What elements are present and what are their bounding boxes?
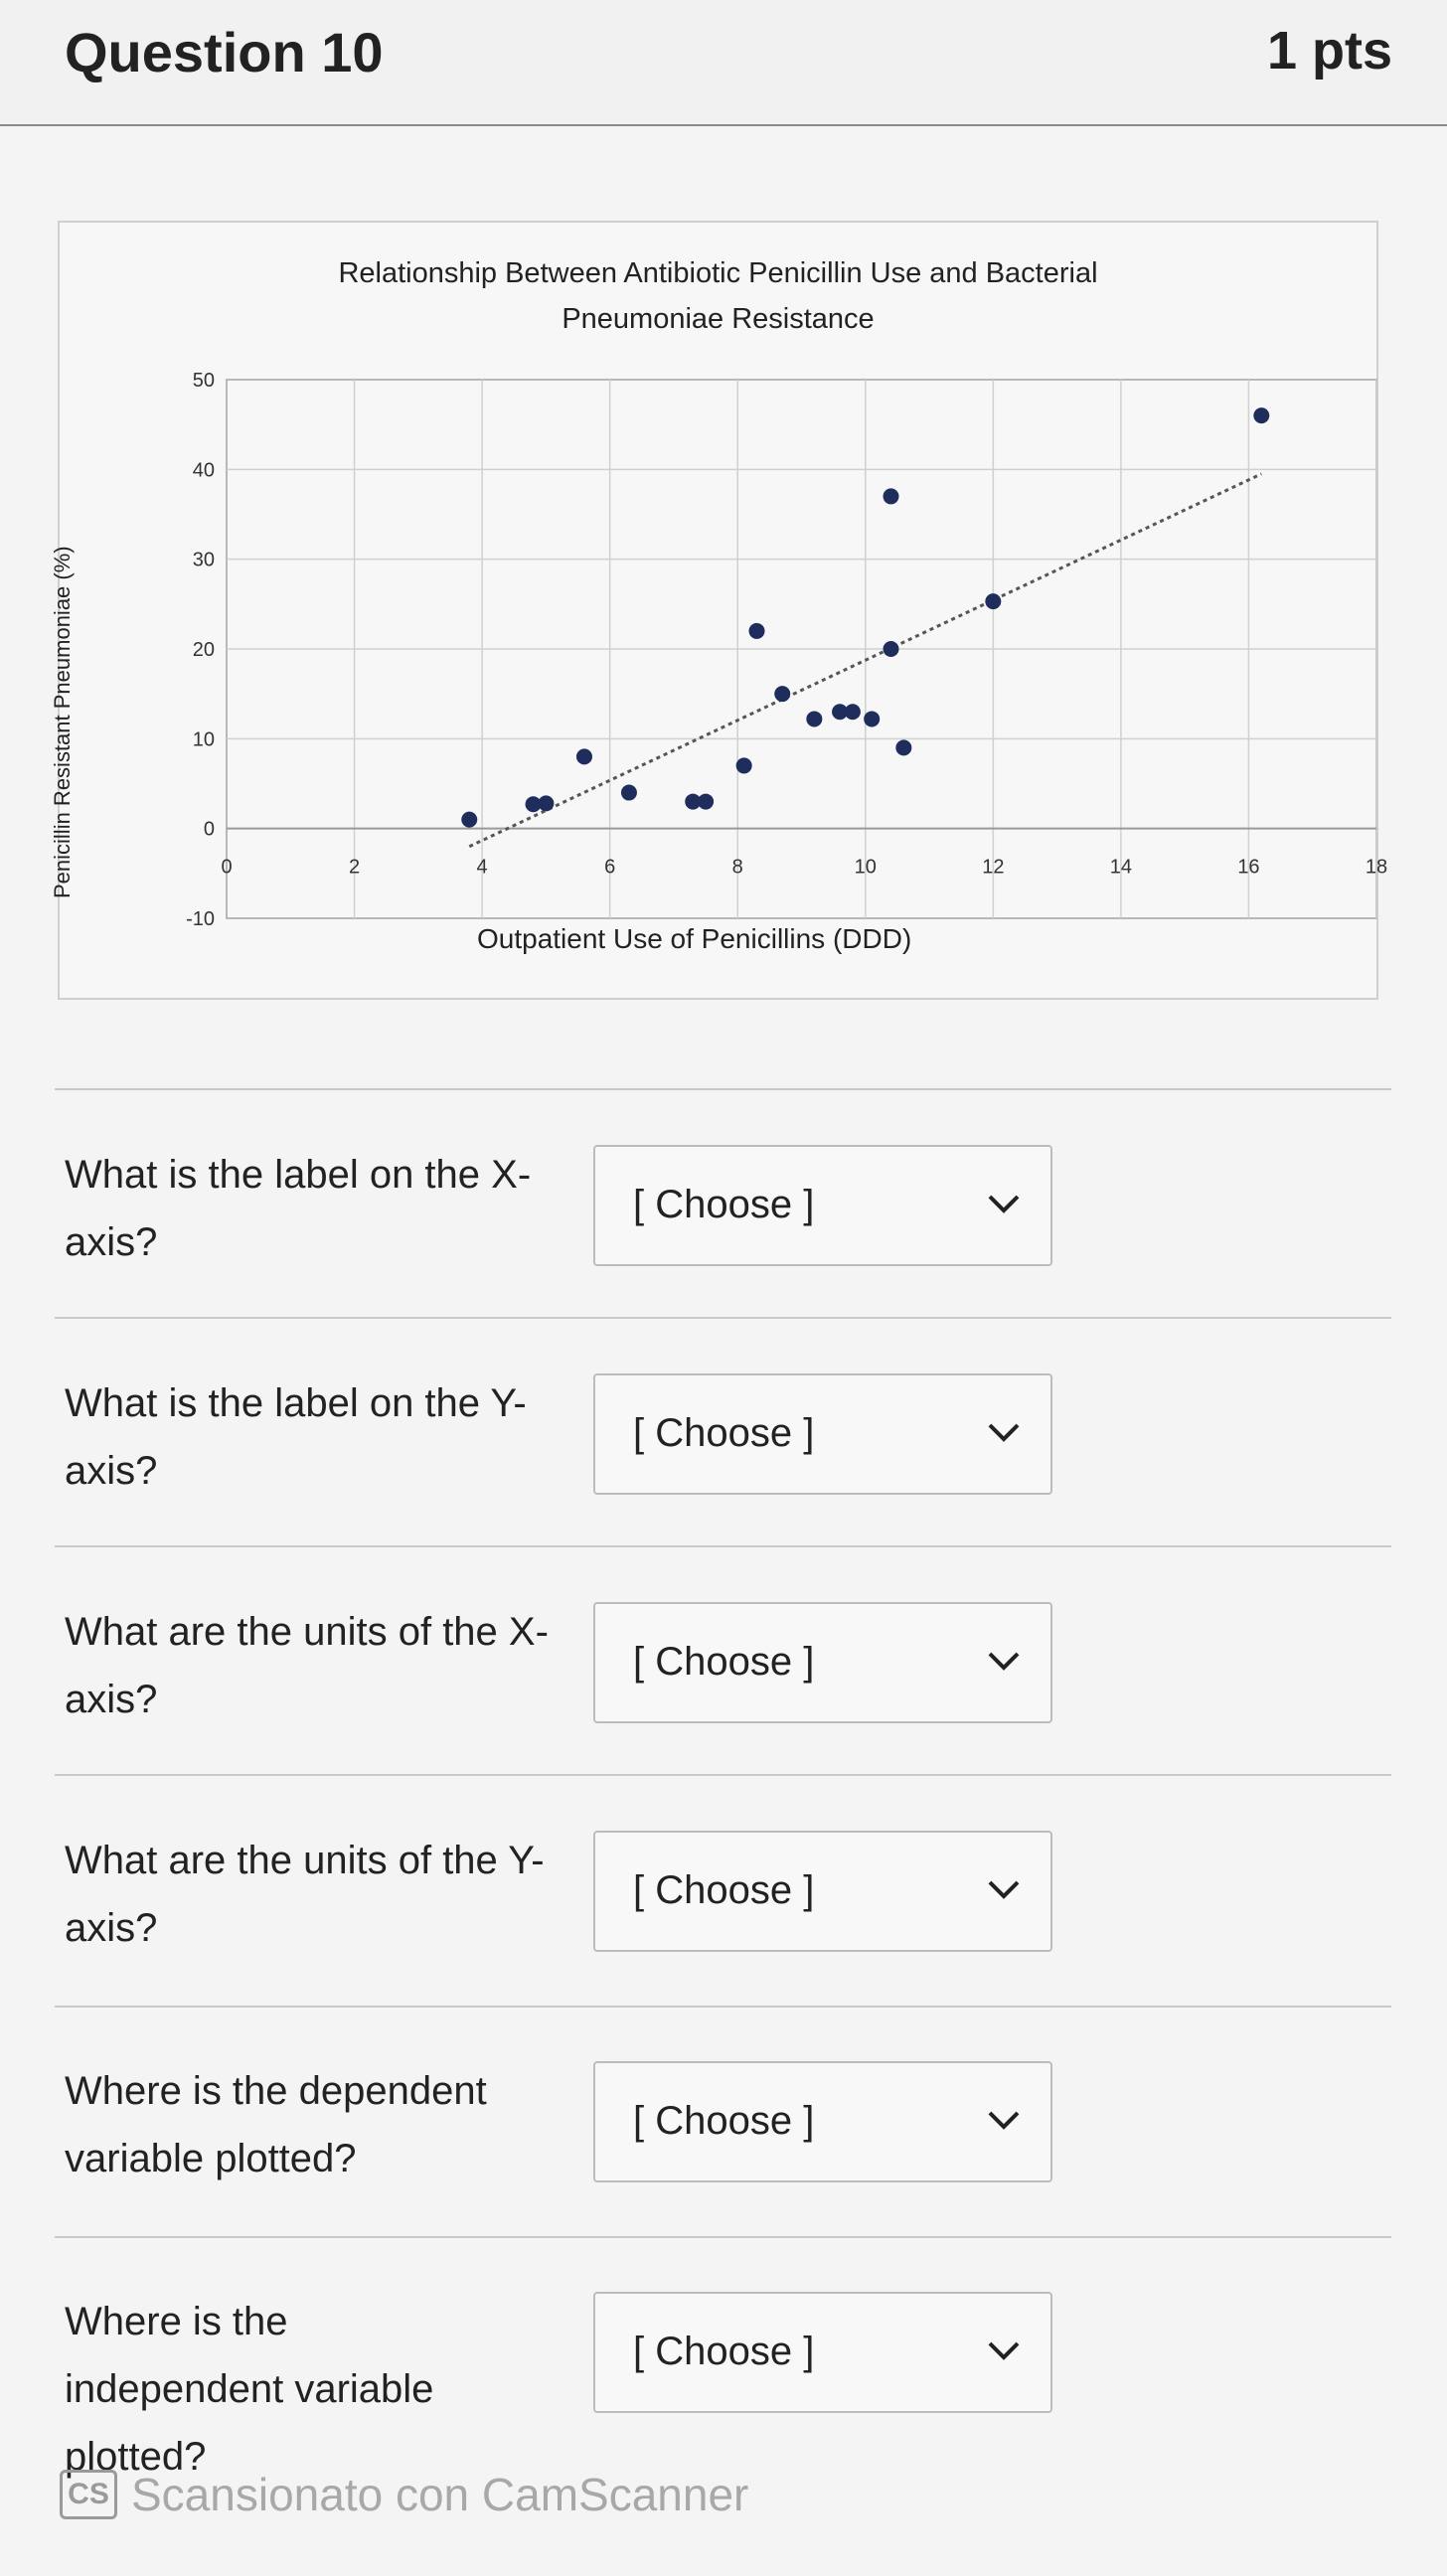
scanner-watermark xyxy=(60,2465,748,2524)
dropdown-value: [ Choose ] xyxy=(633,1183,815,1226)
x-tick-label: 12 xyxy=(982,856,1005,879)
question-row-y-label xyxy=(65,1369,1058,1519)
x-tick-label: 8 xyxy=(731,856,743,879)
data-point xyxy=(461,812,477,828)
answer-dropdown[interactable] xyxy=(593,2292,1052,2413)
question-text: Where is the independent variable plotted? xyxy=(65,2300,434,2479)
separator xyxy=(55,1317,1391,1319)
dropdown-value: [ Choose ] xyxy=(633,2099,815,2143)
chevron-down-icon xyxy=(985,2332,1023,2369)
x-tick-label: 10 xyxy=(854,856,877,879)
x-tick-label: 18 xyxy=(1365,856,1388,879)
answer-dropdown[interactable] xyxy=(593,1373,1052,1495)
answer-dropdown[interactable] xyxy=(593,1145,1052,1266)
data-point xyxy=(806,711,822,726)
x-tick-label: 0 xyxy=(221,856,233,879)
separator xyxy=(55,1545,1391,1547)
chevron-down-icon xyxy=(985,1413,1023,1451)
x-tick-label: 4 xyxy=(476,856,488,879)
y-tick-label: 30 xyxy=(192,549,215,571)
data-point xyxy=(774,686,790,702)
y-tick-label: 40 xyxy=(192,459,215,482)
question-row-y-units xyxy=(65,1827,1058,1976)
data-point xyxy=(538,795,554,811)
separator xyxy=(55,2006,1391,2008)
question-text: What is the label on the Y-axis? xyxy=(65,1381,527,1493)
x-axis-label: Outpatient Use of Penicillins (DDD) xyxy=(477,923,912,954)
data-point xyxy=(1253,407,1269,423)
separator xyxy=(55,1774,1391,1776)
chevron-down-icon xyxy=(985,1185,1023,1222)
dropdown-value: [ Choose ] xyxy=(633,2330,815,2373)
question-row-dependent xyxy=(65,2057,1058,2206)
data-point xyxy=(985,593,1001,609)
data-point xyxy=(736,757,752,773)
data-point xyxy=(576,748,592,764)
data-point xyxy=(883,488,898,504)
question-row-x-units xyxy=(65,1598,1058,1747)
answer-dropdown[interactable] xyxy=(593,2061,1052,2182)
chevron-down-icon xyxy=(985,1642,1023,1680)
data-point xyxy=(621,785,637,801)
watermark-text: Scansionato con CamScanner xyxy=(131,2469,749,2520)
chevron-down-icon xyxy=(985,1870,1023,1908)
x-tick-label: 14 xyxy=(1109,856,1133,879)
question-text: What are the units of the X-axis? xyxy=(65,1610,549,1721)
dropdown-value: [ Choose ] xyxy=(633,1640,815,1684)
camscanner-logo-icon: CS xyxy=(60,2470,117,2519)
data-point xyxy=(698,794,714,810)
scatter-chart xyxy=(50,221,1388,1000)
x-tick-label: 16 xyxy=(1237,856,1260,879)
chart-title-line1: Relationship Between Antibiotic Penicillin Use and Bacterial xyxy=(338,257,1098,289)
separator xyxy=(55,1088,1391,1090)
question-title: Question 10 xyxy=(65,21,384,83)
y-tick-label: 20 xyxy=(192,639,215,661)
y-axis-label: Penicillin Resistant Pneumoniae (%) xyxy=(50,546,75,898)
question-row-independent xyxy=(65,2288,1058,2479)
dropdown-value: [ Choose ] xyxy=(633,1411,815,1455)
data-point xyxy=(883,641,898,657)
question-text: Where is the dependent variable plotted? xyxy=(65,2069,487,2180)
data-point xyxy=(845,704,861,720)
answer-dropdown[interactable] xyxy=(593,1831,1052,1952)
question-points: 1 pts xyxy=(1266,21,1392,80)
question-header xyxy=(0,0,1447,126)
answer-dropdown[interactable] xyxy=(593,1602,1052,1723)
separator xyxy=(55,2236,1391,2238)
data-point xyxy=(895,739,911,755)
data-point xyxy=(864,711,880,726)
chart-title-line2: Pneumoniae Resistance xyxy=(562,303,875,335)
chevron-down-icon xyxy=(985,2101,1023,2139)
question-text: What are the units of the Y-axis? xyxy=(65,1839,545,1950)
chart-plot-area xyxy=(60,223,1388,998)
y-tick-label: 50 xyxy=(192,370,215,392)
y-tick-label: 10 xyxy=(192,728,215,751)
y-tick-label: -10 xyxy=(186,908,215,930)
question-row-x-label xyxy=(65,1141,1058,1290)
question-text: What is the label on the X-axis? xyxy=(65,1153,532,1264)
dropdown-value: [ Choose ] xyxy=(633,1868,815,1912)
x-tick-label: 2 xyxy=(348,856,361,879)
data-point xyxy=(749,623,765,639)
x-tick-label: 6 xyxy=(604,856,616,879)
y-tick-label: 0 xyxy=(203,818,215,841)
